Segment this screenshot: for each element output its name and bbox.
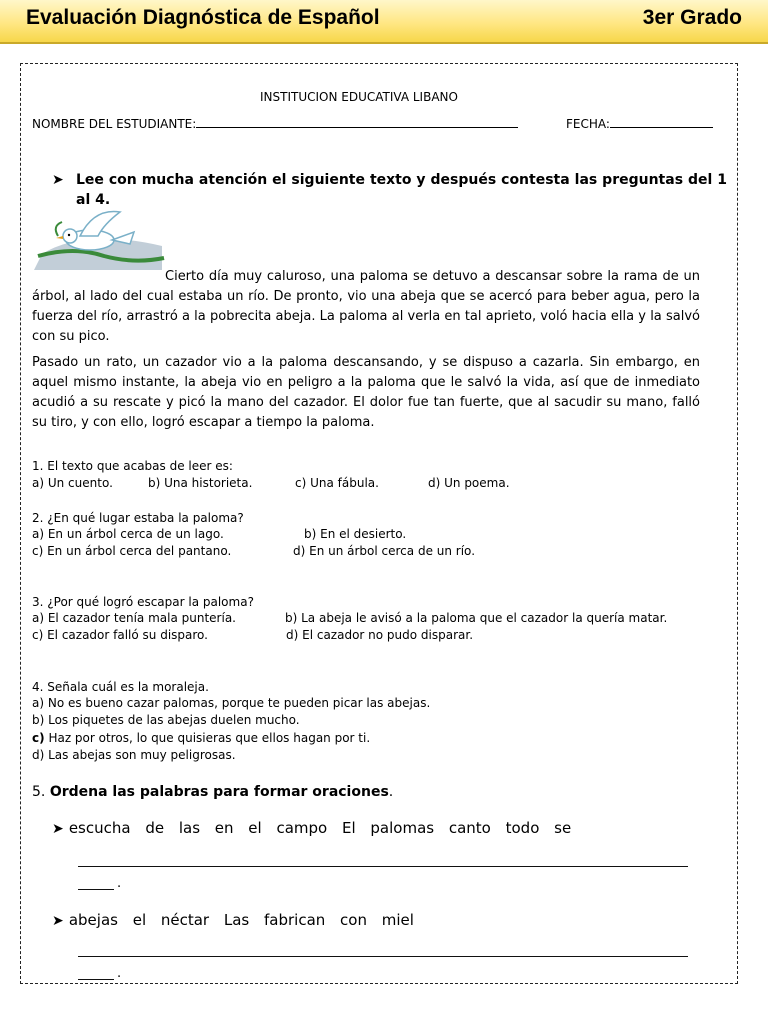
sentence-1-words: escucha de las en el campo El palomas canto todo se [68,819,572,837]
dove-illustration-icon [34,206,166,270]
sentence-2-period: . [117,966,122,981]
instruction-text: Lee con mucha atención el siguiente texto y después contesta las preguntas del 1 al 4. [76,172,727,208]
answer-line-2-cont[interactable] [78,979,114,980]
student-name-blank[interactable] [196,127,518,128]
q5-title: Ordena las palabras para formar oraciones [49,784,389,800]
arrow-bullet-icon: ➤ [52,172,64,188]
school-name: INSTITUCION EDUCATIVA LIBANO [260,90,458,104]
student-name-field[interactable] [32,117,518,131]
instruction [52,170,727,210]
date-label: FECHA: [566,117,610,131]
q1-option-d[interactable]: d) Un poema. [428,476,510,490]
question-5-heading [32,784,393,800]
q4-option-a[interactable]: a) No es bueno cazar palomas, porque te pueden picar las abejas. [32,696,431,710]
answer-line-1[interactable] [78,866,688,867]
arrow-bullet-icon: ➤ [52,913,64,929]
q1-option-a[interactable]: a) Un cuento. [32,476,113,490]
question-1-text: 1. El texto que acabas de leer es: [32,459,233,473]
answer-line-2[interactable] [78,956,688,957]
reading-paragraph-1: Cierto día muy caluroso, una paloma se detuvo a descansar sobre la rama de un árbol, al lado del cual estaba un río. De pronto, vio una abeja que se acercó para beber agua, pero la fuerza del río, arrastró a la pobrecita abeja. La paloma al verla en tal aprieto, voló hacia ella y la salvó con su pico. [32,269,700,344]
header-bar [0,0,768,44]
q4-option-c-text: Haz por otros, lo que quisieras que ellos hagan por ti. [48,731,371,745]
q3-option-b[interactable]: b) La abeja le avisó a la paloma que el cazador la quería matar. [285,611,668,625]
q3-option-c[interactable]: c) El cazador falló su disparo. [32,628,208,642]
answer-line-1-cont[interactable] [78,889,114,890]
q3-option-a[interactable]: a) El cazador tenía mala puntería. [32,611,236,625]
reading-paragraph-2: Pasado un rato, un cazador vio a la paloma descansando, y se dispuso a cazarla. Sin embargo, en aquel mismo instante, la abeja vio en peligro a la paloma que le salvó la vida, así que de inmediato acudió a su rescate y picó la mano del cazador. El dolor fue tan fuerte, que al sacudir su mano, falló su tiro, y con ello, logró escapar a tiempo la paloma. [32,355,700,430]
student-name-label: NOMBRE DEL ESTUDIANTE: [32,117,197,131]
q1-option-c[interactable]: c) Una fábula. [295,476,379,490]
q3-option-d[interactable]: d) El cazador no pudo disparar. [286,628,474,642]
q5-number: 5. [32,784,46,800]
q5-period: . [388,784,394,800]
q2-option-b[interactable]: b) En el desierto. [304,527,407,541]
sentence-1 [52,818,571,837]
grade-label: 3er Grado [642,6,742,29]
question-2-text: 2. ¿En qué lugar estaba la paloma? [32,511,244,525]
q2-option-a[interactable]: a) En un árbol cerca de un lago. [32,527,224,541]
question-4-text: 4. Señala cuál es la moraleja. [32,680,209,694]
q4-option-c[interactable] [32,731,370,745]
sentence-2 [52,910,414,929]
q4-option-d[interactable]: d) Las abejas son muy peligrosas. [32,748,236,762]
date-blank[interactable] [610,127,713,128]
sentence-2-words: abejas el néctar Las fabrican con miel [68,911,414,929]
q2-option-c[interactable]: c) En un árbol cerca del pantano. [32,544,232,558]
q4-option-c-letter: c) [32,731,45,745]
q1-option-b[interactable]: b) Una historieta. [148,476,253,490]
q2-option-d[interactable]: d) En un árbol cerca de un río. [293,544,476,558]
q4-option-b[interactable]: b) Los piquetes de las abejas duelen mucho. [32,713,300,727]
arrow-bullet-icon: ➤ [52,821,64,837]
sentence-1-period: . [117,876,122,891]
page-title: Evaluación Diagnóstica de Español [26,6,380,29]
date-field[interactable] [566,117,713,131]
question-3-text: 3. ¿Por qué logró escapar la paloma? [32,595,254,609]
